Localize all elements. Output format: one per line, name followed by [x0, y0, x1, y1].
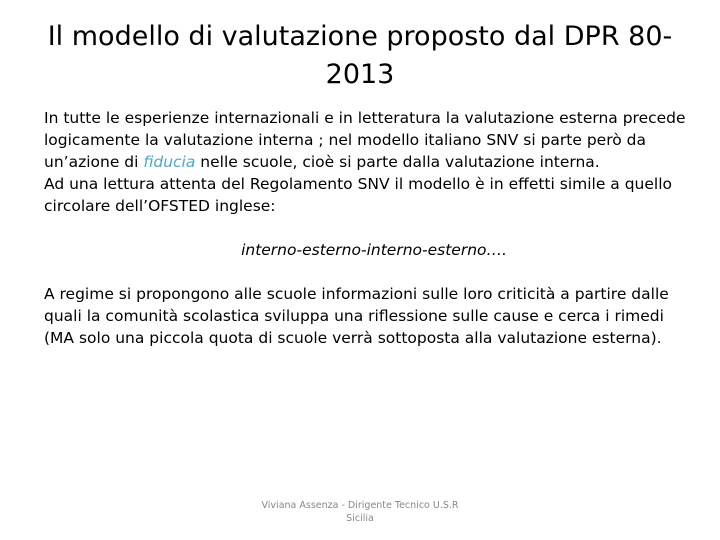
paragraph-1-text-start: In tutte le esperienze internazionali e in letteratura la valutazione esterna precede logicamente la valutazione interna ; nel modello italiano SNV si parte però da un’azione di: [44, 109, 686, 171]
footer-region: Sicilia: [346, 513, 374, 524]
paragraph-1-text-end: nelle scuole, cioè si parte dalla valutazione interna.: [195, 153, 600, 171]
paragraph-ofsted-model: Ad una lettura attenta del Regolamento SNV il modello è in effetti simile a quello circolare dell’OFSTED inglese:: [44, 175, 673, 215]
cycle-formula: interno-esterno-interno-esterno….: [241, 241, 507, 259]
slide-footer: [250, 499, 470, 525]
slide-title: [40, 18, 680, 94]
slide-title-line-1: Il modello di valutazione proposto dal DPR 80-: [47, 21, 673, 52]
paragraph-internal-evaluation: [44, 107, 704, 173]
slide-title-line-2: 2013: [325, 59, 395, 90]
paragraph-regime: A regime si propongono alle scuole informazioni sulle loro criticità a partire dalle quali la comunità scolastica sviluppa una riflessione sulle cause e cerca i rimedi: [44, 285, 669, 325]
footer-author: Viviana Assenza - Dirigente Tecnico U.S.R: [261, 500, 459, 511]
paragraph-external-note: (MA solo una piccola quota di scuole verrà sottoposta alla valutazione esterna).: [44, 329, 662, 347]
slide-body: [44, 107, 704, 349]
highlight-fiducia: fiducia: [143, 153, 196, 171]
